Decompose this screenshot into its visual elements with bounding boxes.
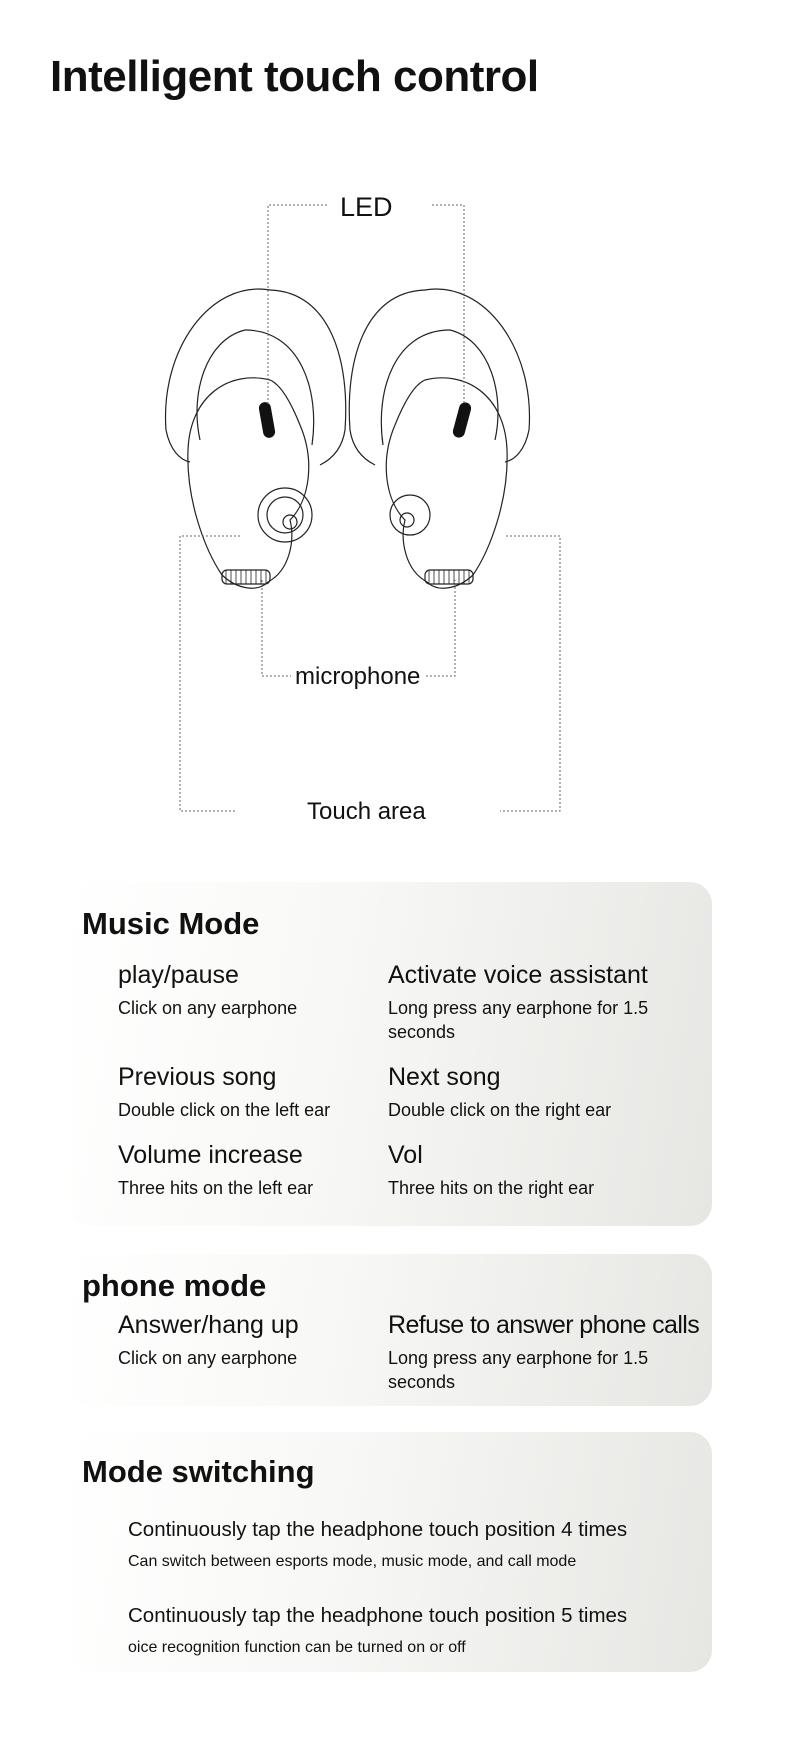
music-mode-item — [118, 1140, 418, 1200]
item-heading: play/pause — [118, 961, 239, 989]
phone-mode-card — [70, 1254, 712, 1406]
item-description: Long press any earphone for 1.5 seconds — [388, 998, 649, 1042]
item-description: Double click on the right ear — [388, 1100, 612, 1120]
item-heading: Continuously tap the headphone touch position 4 times — [128, 1518, 628, 1541]
item-description: Click on any earphone — [118, 1348, 298, 1368]
music-mode-item — [388, 960, 658, 1044]
music-mode-card — [70, 882, 712, 1226]
page-title: Intelligent touch control — [50, 52, 539, 101]
callout-lines — [180, 205, 560, 811]
item-heading: Continuously tap the headphone touch position 5 times — [128, 1604, 628, 1627]
mode-switching-title: Mode switching — [82, 1454, 315, 1489]
music-mode-title: Music Mode — [82, 906, 260, 941]
phone-mode-item — [388, 1310, 700, 1394]
mode-switching-item — [128, 1602, 688, 1660]
item-description: Can switch between esports mode, music mode, and call mode — [128, 1553, 577, 1570]
item-description: oice recognition function can be turned on or off — [128, 1639, 466, 1656]
microphone-label: microphone — [291, 663, 424, 691]
item-description: Three hits on the right ear — [388, 1178, 595, 1198]
item-description: Long press any earphone for 1.5 seconds — [388, 1348, 649, 1392]
item-description: Double click on the left ear — [118, 1100, 331, 1120]
item-heading: Refuse to answer phone calls — [388, 1311, 700, 1339]
touch-area-label: Touch area — [303, 798, 430, 826]
left-earbud — [166, 289, 346, 588]
led-label: LED — [336, 192, 397, 223]
item-heading: Activate voice assistant — [388, 961, 648, 989]
left-led-indicator — [258, 401, 276, 439]
music-mode-item — [388, 1062, 688, 1122]
item-heading: Answer/hang up — [118, 1311, 299, 1339]
item-description: Three hits on the left ear — [118, 1178, 314, 1198]
music-mode-item — [388, 1140, 688, 1200]
phone-mode-item — [118, 1310, 418, 1370]
item-heading: Volume increase — [118, 1141, 303, 1169]
earphone-diagram — [0, 180, 790, 840]
right-led-indicator — [452, 401, 473, 439]
music-mode-item — [118, 1062, 418, 1122]
earphones-illustration — [0, 180, 790, 840]
item-heading: Next song — [388, 1063, 501, 1091]
phone-mode-title: phone mode — [82, 1268, 267, 1303]
mode-switching-item — [128, 1516, 688, 1574]
item-heading: Previous song — [118, 1063, 277, 1091]
item-heading: Vol — [388, 1141, 423, 1169]
right-earbud — [349, 289, 529, 588]
mode-switching-card — [70, 1432, 712, 1672]
music-mode-item — [118, 960, 418, 1020]
item-description: Click on any earphone — [118, 998, 298, 1018]
